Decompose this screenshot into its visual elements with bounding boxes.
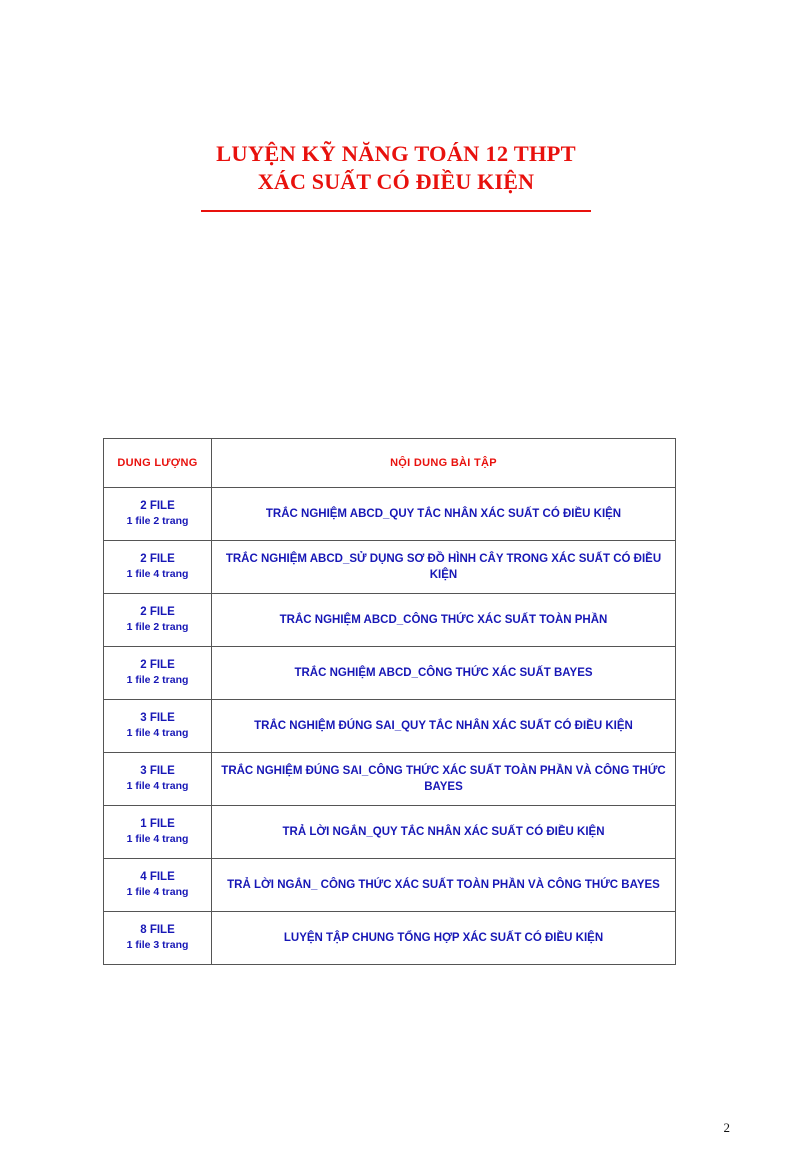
capacity-main: 8 FILE: [140, 924, 175, 936]
cell-content: TRẮC NGHIỆM ĐÚNG SAI_CÔNG THỨC XÁC SUẤT TOÀN PHẦN VÀ CÔNG THỨC BAYES: [212, 753, 676, 806]
cell-capacity: [104, 753, 212, 806]
capacity-main: 2 FILE: [140, 659, 175, 671]
cell-capacity: [104, 541, 212, 594]
title-line-1: LUYỆN KỸ NĂNG TOÁN 12 THPT: [216, 141, 576, 166]
cell-capacity: [104, 912, 212, 965]
capacity-sub: 1 file 4 trang: [126, 727, 189, 739]
capacity-sub: 1 file 2 trang: [126, 674, 189, 686]
capacity-main: 3 FILE: [140, 712, 175, 724]
title-divider: [201, 210, 591, 212]
capacity-main: 4 FILE: [140, 871, 175, 883]
document-page: [0, 140, 792, 1164]
cell-capacity: [104, 488, 212, 541]
table-header-row: [104, 439, 676, 488]
content-table: [103, 438, 676, 965]
capacity-sub: 1 file 4 trang: [126, 568, 189, 580]
cell-content: LUYỆN TẬP CHUNG TỔNG HỢP XÁC SUẤT CÓ ĐIỀU KIỆN: [212, 912, 676, 965]
capacity-sub: 1 file 2 trang: [126, 515, 189, 527]
cell-capacity: [104, 594, 212, 647]
capacity-main: 1 FILE: [140, 818, 175, 830]
cell-capacity: [104, 647, 212, 700]
header-content: NỘI DUNG BÀI TẬP: [212, 439, 676, 488]
page-number: 2: [723, 1120, 730, 1135]
cell-content: TRẮC NGHIỆM ABCD_CÔNG THỨC XÁC SUẤT TOÀN PHẦN: [212, 594, 676, 647]
capacity-sub: 1 file 4 trang: [126, 886, 189, 898]
capacity-sub: 1 file 2 trang: [126, 621, 189, 633]
cell-content: TRẮC NGHIỆM ABCD_CÔNG THỨC XÁC SUẤT BAYES: [212, 647, 676, 700]
table-row: [104, 647, 676, 700]
table-row: [104, 541, 676, 594]
table-row: [104, 859, 676, 912]
cell-capacity: [104, 806, 212, 859]
capacity-main: 2 FILE: [140, 553, 175, 565]
page-title: [0, 140, 792, 212]
cell-capacity: [104, 859, 212, 912]
cell-content: TRẢ LỜI NGẮN_QUY TẮC NHÂN XÁC SUẤT CÓ ĐIỀU KIỆN: [212, 806, 676, 859]
title-line-2: XÁC SUẤT CÓ ĐIỀU KIỆN: [257, 169, 535, 194]
cell-content: TRẢ LỜI NGẮN_ CÔNG THỨC XÁC SUẤT TOÀN PHẦN VÀ CÔNG THỨC BAYES: [212, 859, 676, 912]
table-row: [104, 912, 676, 965]
cell-capacity: [104, 700, 212, 753]
table-row: [104, 488, 676, 541]
capacity-sub: 1 file 4 trang: [126, 833, 189, 845]
capacity-main: 3 FILE: [140, 765, 175, 777]
cell-content: TRẮC NGHIỆM ABCD_QUY TẮC NHÂN XÁC SUẤT CÓ ĐIỀU KIỆN: [212, 488, 676, 541]
table-row: [104, 700, 676, 753]
capacity-main: 2 FILE: [140, 500, 175, 512]
capacity-main: 2 FILE: [140, 606, 175, 618]
cell-content: TRẮC NGHIỆM ĐÚNG SAI_QUY TẮC NHÂN XÁC SUẤT CÓ ĐIỀU KIỆN: [212, 700, 676, 753]
table-row: [104, 753, 676, 806]
capacity-sub: 1 file 3 trang: [126, 939, 189, 951]
table-row: [104, 806, 676, 859]
table-row: [104, 594, 676, 647]
cell-content: TRẮC NGHIỆM ABCD_SỬ DỤNG SƠ ĐỒ HÌNH CÂY TRONG XÁC SUẤT CÓ ĐIỀU KIỆN: [212, 541, 676, 594]
header-capacity: DUNG LƯỢNG: [104, 439, 212, 488]
capacity-sub: 1 file 4 trang: [126, 780, 189, 792]
